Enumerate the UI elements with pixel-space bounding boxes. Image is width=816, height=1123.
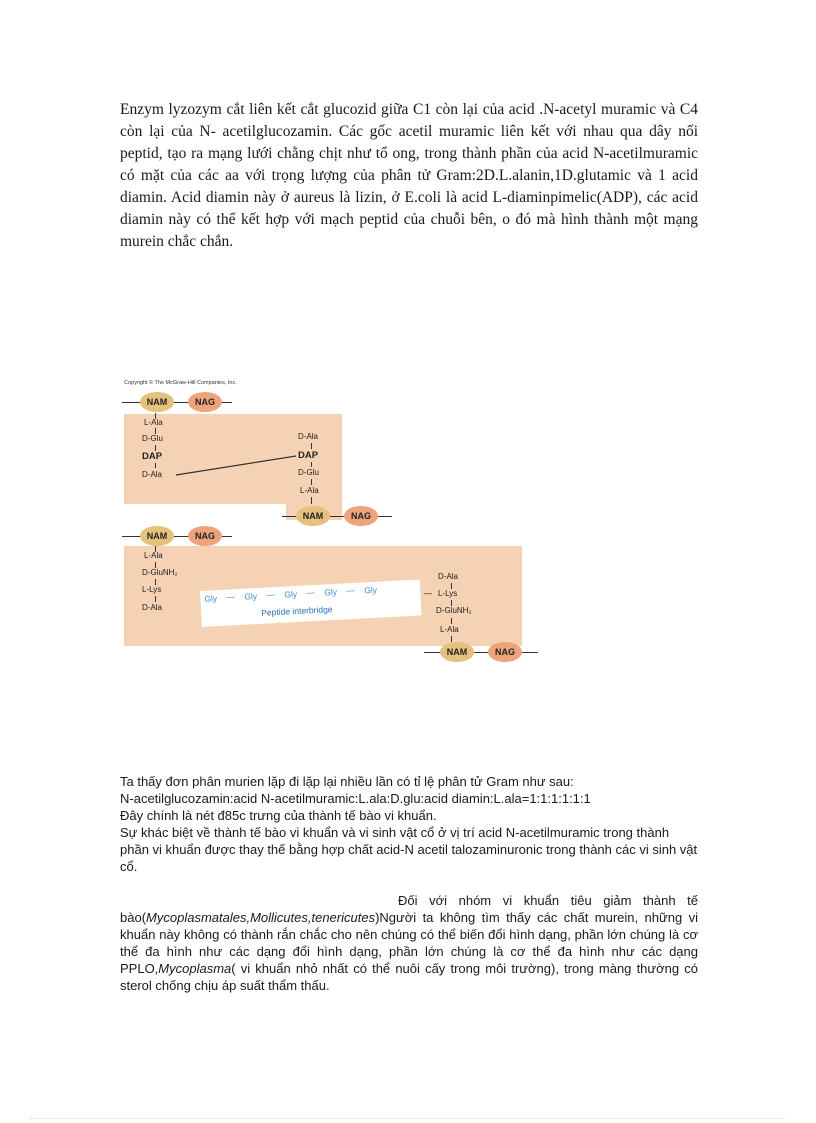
top-left-chain-3: DAP bbox=[142, 451, 163, 462]
top-right-chain-4: L-Ala bbox=[300, 486, 319, 495]
top-right-chain-3: D-Glu bbox=[298, 468, 319, 477]
top-right-nam: NAM bbox=[296, 506, 330, 526]
bridge-gly-5: Gly bbox=[363, 584, 378, 596]
bottom-left-nag: NAG bbox=[188, 526, 222, 546]
mycoplasma-italic-1: Mycoplasmatales,Mollicutes,tenericutes bbox=[146, 910, 376, 925]
mycoplasma-part-2: )Người ta không tìm thấy các chất murein, những vi khuẩn này không có thành rắn chắc cho nên chúng có thể biến đổi hình dạng, phần lớn chúng là cơ thể đa hình như các dạng đổi hình dạng, phần lớn chúng là cơ thể đa hình như các dạng PPLO, bbox=[120, 910, 698, 976]
figure-copyright: Copyright © The McGraw-Hill Companies, Inc. bbox=[124, 380, 237, 386]
bottom-left-nam: NAM bbox=[140, 526, 174, 546]
page-bottom-rule bbox=[30, 1118, 786, 1119]
bottom-left-chain-2: D-GluNH₂ bbox=[142, 568, 178, 577]
bridge-gly-2: Gly bbox=[244, 591, 258, 602]
ratio-line-3: Đây chính là nét đ85c trưng của thành tế bào vi khuẩn. bbox=[120, 808, 437, 823]
mycoplasma-part-3: ( vi khuẩn nhỏ nhất có thể nuôi cấy trong môi trường), trong màng thường có sterol chống chịu áp suất thẩm thấu. bbox=[120, 961, 698, 993]
bottom-right-chain-3: D-GluNH₂ bbox=[436, 606, 472, 615]
top-left-nam: NAM bbox=[140, 392, 174, 412]
top-left-chain-2: D-Glu bbox=[142, 434, 163, 443]
paragraph-ratio bbox=[120, 773, 698, 875]
paragraph-lysozyme: Enzym lyzozym cắt liên kết cắt glucozid giữa C1 còn lại của acid .N-acetyl muramic và C4 còn lại của N- acetilglucozamin. Các gốc acetil muramic liên kết với nhau qua dây nối peptid, tạo ra mạng lưới chằng chịt như tổ ong, trong thành phần của acid N-acetilmuramic có mặt của các aa với trọng lượng của phân tử Gram:2D.L.alanin,1D.glutamic và 1 acid diamin. Acid diamin này ở aureus là lizin, ở E.coli là acid L-diaminpimelic(ADP), các acid diamin này có thể kết hợp với mạch peptid của chuỗi bên, o đó mà hình thành một mạng murein chắc chắn. bbox=[120, 101, 698, 250]
bottom-right-nag: NAG bbox=[488, 642, 522, 662]
mycoplasma-italic-2: Mycoplasma bbox=[158, 961, 232, 976]
bottom-left-chain-4: D-Ala bbox=[142, 603, 163, 612]
top-right-chain-1: D-Ala bbox=[298, 432, 319, 441]
top-right-chain-2: DAP bbox=[298, 450, 319, 461]
bottom-left-chain-1: L-Ala bbox=[144, 551, 163, 560]
bridge-gly-4: Gly bbox=[323, 586, 338, 598]
ratio-line-2: N-acetilglucozamin:acid N-acetilmuramic:L.ala:D.glu:acid diamin:L.ala=1:1:1:1:1:1 bbox=[120, 791, 591, 806]
top-left-chain-1: L-Ala bbox=[144, 418, 163, 427]
top-right-nag: NAG bbox=[344, 506, 378, 526]
bottom-left-chain-3: L-Lys bbox=[142, 585, 162, 594]
top-left-chain-4: D-Ala bbox=[142, 470, 163, 479]
bottom-right-chain-2: L-Lys bbox=[438, 589, 458, 598]
mycoplasma-part-1: Đối với nhóm vi khuẩn tiêu giảm thành tế bào( bbox=[120, 893, 698, 925]
bottom-right-nam: NAM bbox=[440, 642, 474, 662]
bottom-right-chain-4: L-Ala bbox=[440, 625, 459, 634]
bridge-gly-1: Gly bbox=[204, 593, 218, 604]
peptidoglycan-figure: Copyright © The McGraw-Hill Companies, Inc. NAM NAG L-Ala D-Glu DAP D-Ala D-Ala DAP D-Glu L-Ala NAM NAG NAM NAG L-Ala D-GluNH₂ L-Lys D-Ala Gly — Gly — Gly — Gly — Gly Peptide interbridge — D-Ala L-Lys D-GluNH₂ L-Ala NAM NAG bbox=[118, 376, 548, 666]
paragraph-mycoplasma bbox=[120, 892, 698, 994]
bottom-right-chain-1: D-Ala bbox=[438, 572, 459, 581]
peptide-interbridge-box: Gly — Gly — Gly — Gly — Gly Peptide interbridge bbox=[200, 579, 422, 626]
top-left-nag: NAG bbox=[188, 392, 222, 412]
ratio-line-1: Ta thấy đơn phân murien lặp đi lặp lại nhiều lần có tỉ lệ phân tử Gram như sau: bbox=[120, 774, 574, 789]
bridge-title: Peptide interbridge bbox=[260, 604, 333, 618]
ratio-line-4: Sự khác biệt về thành tế bào vi khuẩn và vi sinh vật cổ ở vị trí acid N-acetilmuramic trong thành phần vi khuẩn được thay thế bằng hợp chất acid-N acetil talozaminuronic trong thành các vi sinh vật cổ. bbox=[120, 825, 698, 874]
bridge-gly-3: Gly bbox=[284, 588, 298, 600]
